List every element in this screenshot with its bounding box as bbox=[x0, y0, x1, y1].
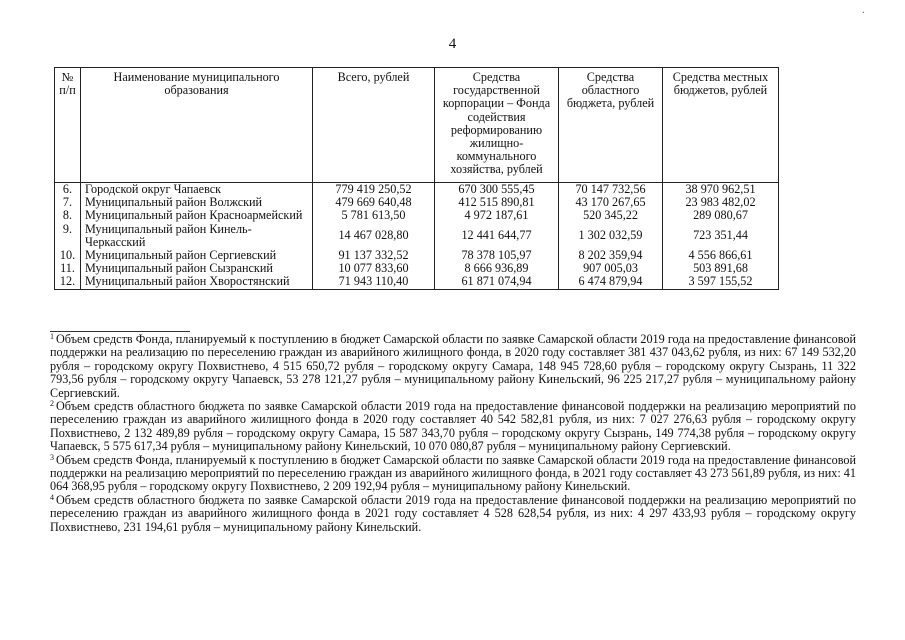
row-name: Муниципальный район Сызранский bbox=[81, 262, 313, 275]
row-total: 5 781 613,50 bbox=[313, 209, 435, 222]
footnote bbox=[50, 454, 856, 494]
table-row bbox=[55, 209, 779, 222]
row-obl: 6 474 879,94 bbox=[559, 275, 663, 289]
row-total: 71 943 110,40 bbox=[313, 275, 435, 289]
row-fond: 670 300 555,45 bbox=[435, 183, 559, 197]
table-header-row bbox=[55, 68, 779, 183]
row-mest: 3 597 155,52 bbox=[663, 275, 779, 289]
row-obl: 1 302 032,59 bbox=[559, 223, 663, 249]
row-obl: 43 170 267,65 bbox=[559, 196, 663, 209]
row-num: 11. bbox=[55, 262, 81, 275]
header-num: № п/п bbox=[55, 68, 81, 183]
page-number: 4 bbox=[448, 36, 457, 52]
row-num: 7. bbox=[55, 196, 81, 209]
row-num: 10. bbox=[55, 249, 81, 262]
row-total: 779 419 250,52 bbox=[313, 183, 435, 197]
footnote-text: Объем средств Фонда, планируемый к поступлению в бюджет Самарской области по заявке Самарской области 2019 года на предоставление финансовой поддержки на реализацию по переселению граждан из аварийного жилищного фонда, в 2020 году составляет 381 437 043,62 рубля, из них: 67 149 532,20 рубля – городскому округу Похвистнево, 4 515 650,72 рубля – городскому округу Самара, 148 945 728,60 рубля – городскому округу Сызрань, 11 322 793,56 рубля – городскому округу Чапаевск, 53 278 121,27 рубля – муниципальному району Кинельский, 96 225 217,27 рубля – муниципальному району Сергиевский. bbox=[50, 332, 856, 400]
footnote-mark: 4 bbox=[50, 492, 54, 502]
table-row bbox=[55, 275, 779, 289]
row-total: 91 137 332,52 bbox=[313, 249, 435, 262]
header-obl: Средства областного бюджета, рублей bbox=[559, 68, 663, 183]
row-name: Муниципальный район Кинель-Черкасский bbox=[81, 223, 313, 249]
row-name: Муниципальный район Волжский bbox=[81, 196, 313, 209]
row-mest: 23 983 482,02 bbox=[663, 196, 779, 209]
row-mest: 38 970 962,51 bbox=[663, 183, 779, 197]
row-name: Городской округ Чапаевск bbox=[81, 183, 313, 197]
footnote-mark: 2 bbox=[50, 399, 54, 409]
row-total: 10 077 833,60 bbox=[313, 262, 435, 275]
footnote-text: Объем средств Фонда, планируемый к поступлению в бюджет Самарской области по заявке Самарской области 2019 года на предоставление финансовой поддержки на реализацию мероприятий по переселению граждан из аварийного жилищного фонда, в 2021 году составляет 43 273 561,89 рубля, из них: 41 064 368,95 рубля – городскому округу Похвистнево, 2 209 192,94 рубля – муниципальному району Кинельский. bbox=[50, 452, 856, 494]
footnote-text: Объем средств областного бюджета по заявке Самарской области 2019 года на предоставление финансовой поддержки на реализацию мероприятий по переселению граждан из аварийного жилищного фонда в 2020 году составляет 40 542 582,81 рубля, из них: 7 027 276,63 рубля – городскому округу Похвистнево, 2 132 489,89 рубля – городскому округу Самара, 15 587 343,70 рубля – городскому округу Сызрань, 149 774,38 рубля – городскому округу Чапаевск, 5 575 617,34 рубля – муниципальному району Кинельский, 10 070 080,87 рубля – муниципальному району Сергиевский. bbox=[50, 399, 856, 454]
funding-table bbox=[54, 67, 779, 290]
row-mest: 289 080,67 bbox=[663, 209, 779, 222]
row-mest: 503 891,68 bbox=[663, 262, 779, 275]
row-fond: 61 871 074,94 bbox=[435, 275, 559, 289]
row-total: 479 669 640,48 bbox=[313, 196, 435, 209]
row-num: 12. bbox=[55, 275, 81, 289]
row-mest: 4 556 866,61 bbox=[663, 249, 779, 262]
footnote-mark: 3 bbox=[50, 452, 54, 462]
header-fond: Средства государственной корпорации – Фонда содействия реформированию жилищно-коммунального хозяйства, рублей bbox=[435, 68, 559, 183]
row-name: Муниципальный район Красноармейский bbox=[81, 209, 313, 222]
row-num: 9. bbox=[55, 223, 81, 249]
scan-corner-mark: · bbox=[861, 8, 865, 19]
table-row bbox=[55, 183, 779, 197]
row-obl: 70 147 732,56 bbox=[559, 183, 663, 197]
row-fond: 8 666 936,89 bbox=[435, 262, 559, 275]
footnote-text: Объем средств областного бюджета по заявке Самарской области 2019 года на предоставление финансовой поддержки на реализацию мероприятий по переселению граждан из аварийного жилищного фонда в 2021 году составляет 4 528 628,54 рубля, из них: 4 297 433,93 рубля – городскому округу Похвистнево, 231 194,61 рубля – муниципальному району Кинельский. bbox=[50, 492, 856, 534]
header-name: Наименование муниципального образования bbox=[81, 68, 313, 183]
row-name: Муниципальный район Хворостянский bbox=[81, 275, 313, 289]
row-obl: 520 345,22 bbox=[559, 209, 663, 222]
footnote bbox=[50, 494, 856, 534]
row-fond: 78 378 105,97 bbox=[435, 249, 559, 262]
row-num: 6. bbox=[55, 183, 81, 197]
row-obl: 907 005,03 bbox=[559, 262, 663, 275]
row-num: 8. bbox=[55, 209, 81, 222]
row-name: Муниципальный район Сергиевский bbox=[81, 249, 313, 262]
footnote bbox=[50, 400, 856, 454]
header-mest: Средства местных бюджетов, рублей bbox=[663, 68, 779, 183]
footnote-mark: 1 bbox=[50, 332, 54, 341]
header-total: Всего, рублей bbox=[313, 68, 435, 183]
footnotes bbox=[50, 333, 856, 534]
row-fond: 412 515 890,81 bbox=[435, 196, 559, 209]
footnote bbox=[50, 333, 856, 400]
row-total: 14 467 028,80 bbox=[313, 223, 435, 249]
row-obl: 8 202 359,94 bbox=[559, 249, 663, 262]
row-mest: 723 351,44 bbox=[663, 223, 779, 249]
table-row bbox=[55, 223, 779, 249]
row-fond: 4 972 187,61 bbox=[435, 209, 559, 222]
row-fond: 12 441 644,77 bbox=[435, 223, 559, 249]
